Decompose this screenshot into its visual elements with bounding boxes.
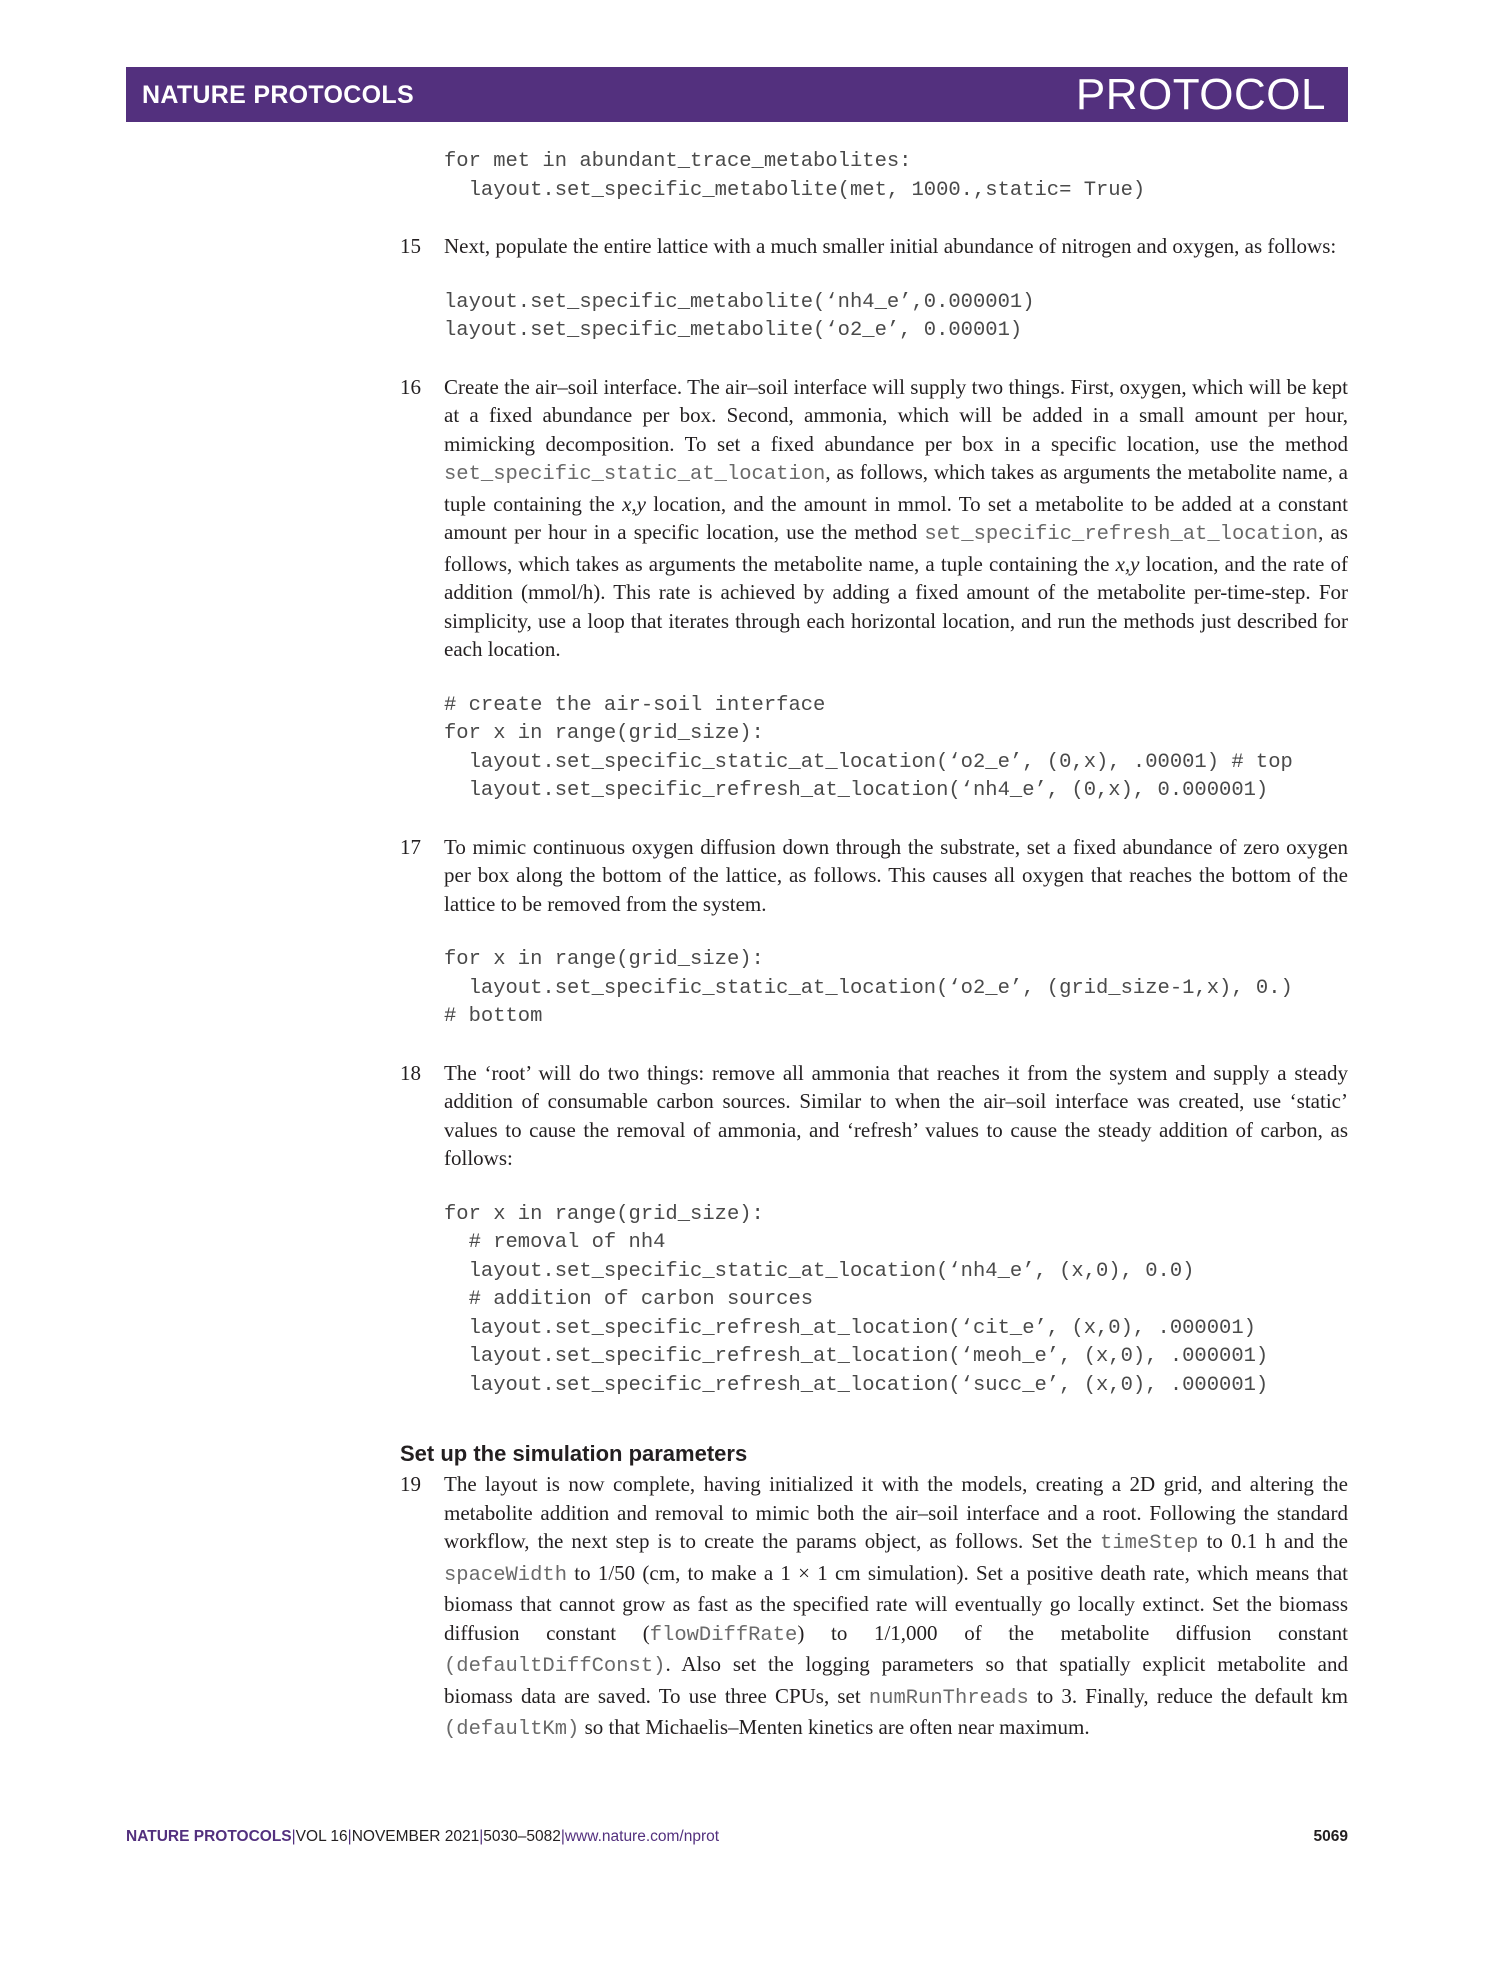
- step-number: 15: [400, 234, 421, 258]
- code-block: for x in range(grid_size): # removal of nh4 layout.set_specific_static_at_location(‘nh4_e’, (x,0), 0.0) # addition of carbon sources layout.set_specific_refresh_at_location(‘cit_e’, (x,0), .000001) layout.set_specific_refresh_at_location(‘meoh_e’, (x,0), .000001) layout.set_specific_refresh_at_location(‘succ_e’, (x,0), .000001): [444, 1202, 1269, 1397]
- steps-list: [400, 232, 1348, 1400]
- journal-title: NATURE PROTOCOLS: [142, 81, 414, 109]
- step-text: To mimic continuous oxygen diffusion down through the substrate, set a fixed abundance of zero oxygen per box along the bottom of the lattice, as follows. This causes all oxygen that reaches the bottom of the lattice to be removed from the system.: [444, 834, 1348, 916]
- step-17: [400, 833, 1348, 1032]
- main-content: [400, 148, 1348, 1745]
- step-number: 16: [400, 374, 421, 399]
- footer-journal: NATURE PROTOCOLS: [126, 1828, 292, 1845]
- code-block: # create the air-soil interface for x in range(grid_size): layout.set_specific_static_at_location(‘o2_e’, (0,x), .00001) # top layout.set_specific_refresh_at_location(‘nh4_e’, (0,x), 0.000001): [444, 693, 1293, 802]
- code-block-intro: for met in abundant_trace_metabolites: layout.set_specific_metabolite(met, 1000.,static= True): [444, 150, 1146, 202]
- section-heading: Set up the simulation parameters: [400, 1441, 748, 1466]
- step-text: The layout is now complete, having initialized it with the models, creating a 2D grid, and altering the metabolite addition and removal to mimic both the air–soil interface and a root. Following the standard workflow, the next step is to create the params object, as follows. Set the timeStep to 0.1 h and the spaceWidth to 1/50 (cm, to make a 1 × 1 cm simulation). Set a positive death rate, which means that biomass that cannot grow as fast as the specified rate will eventually go locally extinct. Set the biomass diffusion constant (flowDiffRate) to 1/1,000 of the metabolite diffusion constant (defaultDiffConst). Also set the logging parameters so that spatially explicit metabolite and biomass data are saved. To use three CPUs, set numRunThreads to 3. Finally, reduce the default km (defaultKm) so that Michaelis–Menten kinetics are often near maximum.: [444, 1472, 1349, 1741]
- step-text: The ‘root’ will do two things: remove all ammonia that reaches it from the system and supply a steady addition of consumable carbon sources. Similar to when the air–soil interface was created, use ‘static’ values to cause the removal of ammonia, and ‘refresh’ values to cause the steady addition of carbon, as follows:: [444, 1060, 1348, 1170]
- step-text: Create the air–soil interface. The air–soil interface will supply two things. First, oxygen, which will be kept at a fixed abundance per box. Second, ammonia, which will be added in a small amount per hour, mimicking decomposition. To set a fixed abundance per box in a specific location, use the method set_specific_static_at_location, as follows, which takes as arguments the metabolite name, a tuple containing the x,y location, and the amount in mmol. To set a metabolite to be added at a constant amount per hour in a specific location, use the method set_specific_refresh_at_location, as follows, which takes as arguments the metabolite name, a tuple containing the x,y location, and the rate of addition (mmol/h). This rate is achieved by adding a fixed amount of the metabolite per-time-step. For simplicity, use a loop that iterates through each horizontal location, and run the methods just described for each location.: [444, 374, 1348, 661]
- page-footer: NATURE PROTOCOLS|VOL 16|NOVEMBER 2021|5030–5082|www.nature.com/nprot 5069: [126, 1828, 1348, 1845]
- step-number: 17: [400, 834, 421, 859]
- step-19: [400, 1470, 1348, 1745]
- step-16: [400, 373, 1348, 806]
- step-15: [400, 232, 1348, 346]
- page-number: 5069: [1313, 1828, 1348, 1845]
- step-text: Next, populate the entire lattice with a much smaller initial abundance of nitrogen and oxygen, as follows:: [444, 234, 1337, 258]
- step-18: [400, 1059, 1348, 1401]
- code-block: layout.set_specific_metabolite(‘nh4_e’,0.000001) layout.set_specific_metabolite(‘o2_e’, 0.00001): [444, 290, 1035, 342]
- footer-url-link[interactable]: www.nature.com/nprot: [564, 1828, 720, 1845]
- step-number: 19: [400, 1472, 421, 1496]
- step-number: 18: [400, 1060, 421, 1085]
- footer-pages: 5030–5082: [483, 1828, 561, 1845]
- article-type: PROTOCOL: [1075, 70, 1326, 119]
- code-block: for x in range(grid_size): layout.set_specific_static_at_location(‘o2_e’, (grid_size-1,x), 0.) # bottom: [444, 948, 1293, 1028]
- footer-date: NOVEMBER 2021: [351, 1828, 480, 1845]
- page-header: [126, 67, 1348, 122]
- footer-volume: VOL 16: [295, 1828, 348, 1845]
